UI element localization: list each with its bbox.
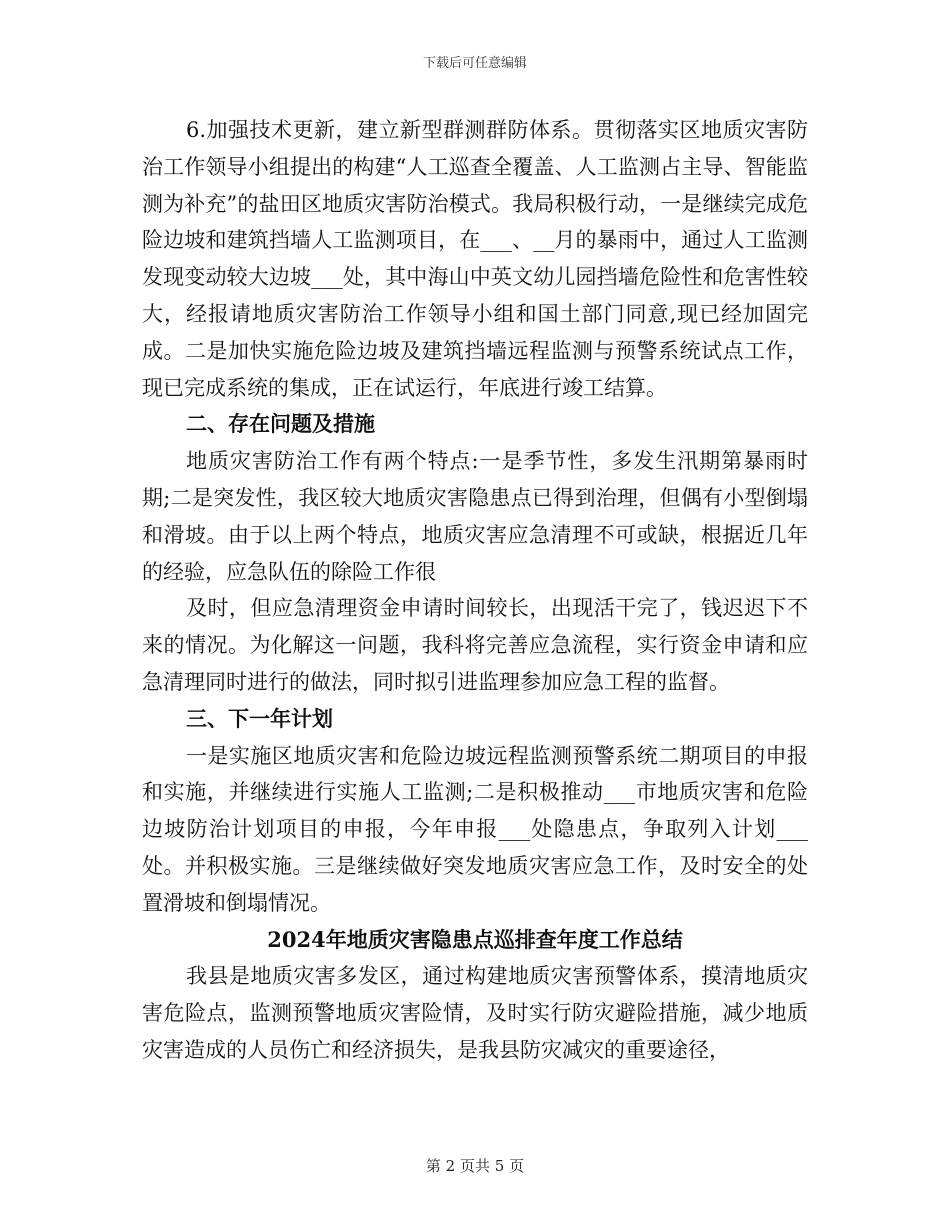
- paragraph-plan: 一是实施区地质灾害和危险边坡远程监测预警系统二期项目的申报和实施，并继续进行实施人工监测;二是积极推动___市地质灾害和危险边坡防治计划项目的申报，今年申报___处隐患点，争取列入计划___处。并积极实施。三是继续做好突发地质灾害应急工作，及时安全的处置滑坡和倒塌情况。: [142, 743, 808, 915]
- paragraph-tech-update: 6.加强技术更新，建立新型群测群防体系。贯彻落实区地质灾害防治工作领导小组提出的构建“人工巡查全覆盖、人工监测占主导、智能监测为补充”的盐田区地质灾害防治模式。我局积极行动，一是继续完成危险边坡和建筑挡墙人工监测项目，在___、__月的暴雨中，通过人工监测发现变动较大边坡___处，其中海山中英文幼儿园挡墙危险性和危害性较大，经报请地质灾害防治工作领导小组和国土部门同意,现已经加固完成。二是加快实施危险边坡及建筑挡墙远程监测与预警系统试点工作，现已完成系统的集成，正在试运行，年底进行竣工结算。: [142, 118, 808, 400]
- document-title: 2024年地质灾害隐患点巡排查年度工作总结: [267, 926, 683, 952]
- paragraph-measures: 及时，但应急清理资金申请时间较长，出现活干完了，钱迟迟下不来的情况。为化解这一问题，我科将完善应急流程，实行资金申请和应急清理同时进行的做法，同时拟引进监理参加应急工程的监督。: [142, 596, 808, 694]
- paragraph-summary-intro: 我县是地质灾害多发区，通过构建地质灾害预警体系，摸清地质灾害危险点，监测预警地质灾害险情，及时实行防灾避险措施，减少地质灾害造成的人员伤亡和经济损失，是我县防灾减灾的重要途径，: [142, 964, 808, 1062]
- page-number: 第 2 页共 5 页: [425, 1157, 525, 1175]
- section-heading-problems: 二、存在问题及措施: [186, 411, 375, 437]
- section-heading-plan: 三、下一年计划: [186, 705, 333, 731]
- header-note: 下载后可任意编辑: [422, 56, 527, 71]
- paragraph-problems: 地质灾害防治工作有两个特点:一是季节性，多发生汛期第暴雨时期;二是突发性，我区较大地质灾害隐患点已得到治理，但偶有小型倒塌和滑坡。由于以上两个特点，地质灾害应急清理不可或缺，根据近几年的经验，应急队伍的除险工作很: [142, 449, 808, 584]
- document-body: [142, 112, 808, 1069]
